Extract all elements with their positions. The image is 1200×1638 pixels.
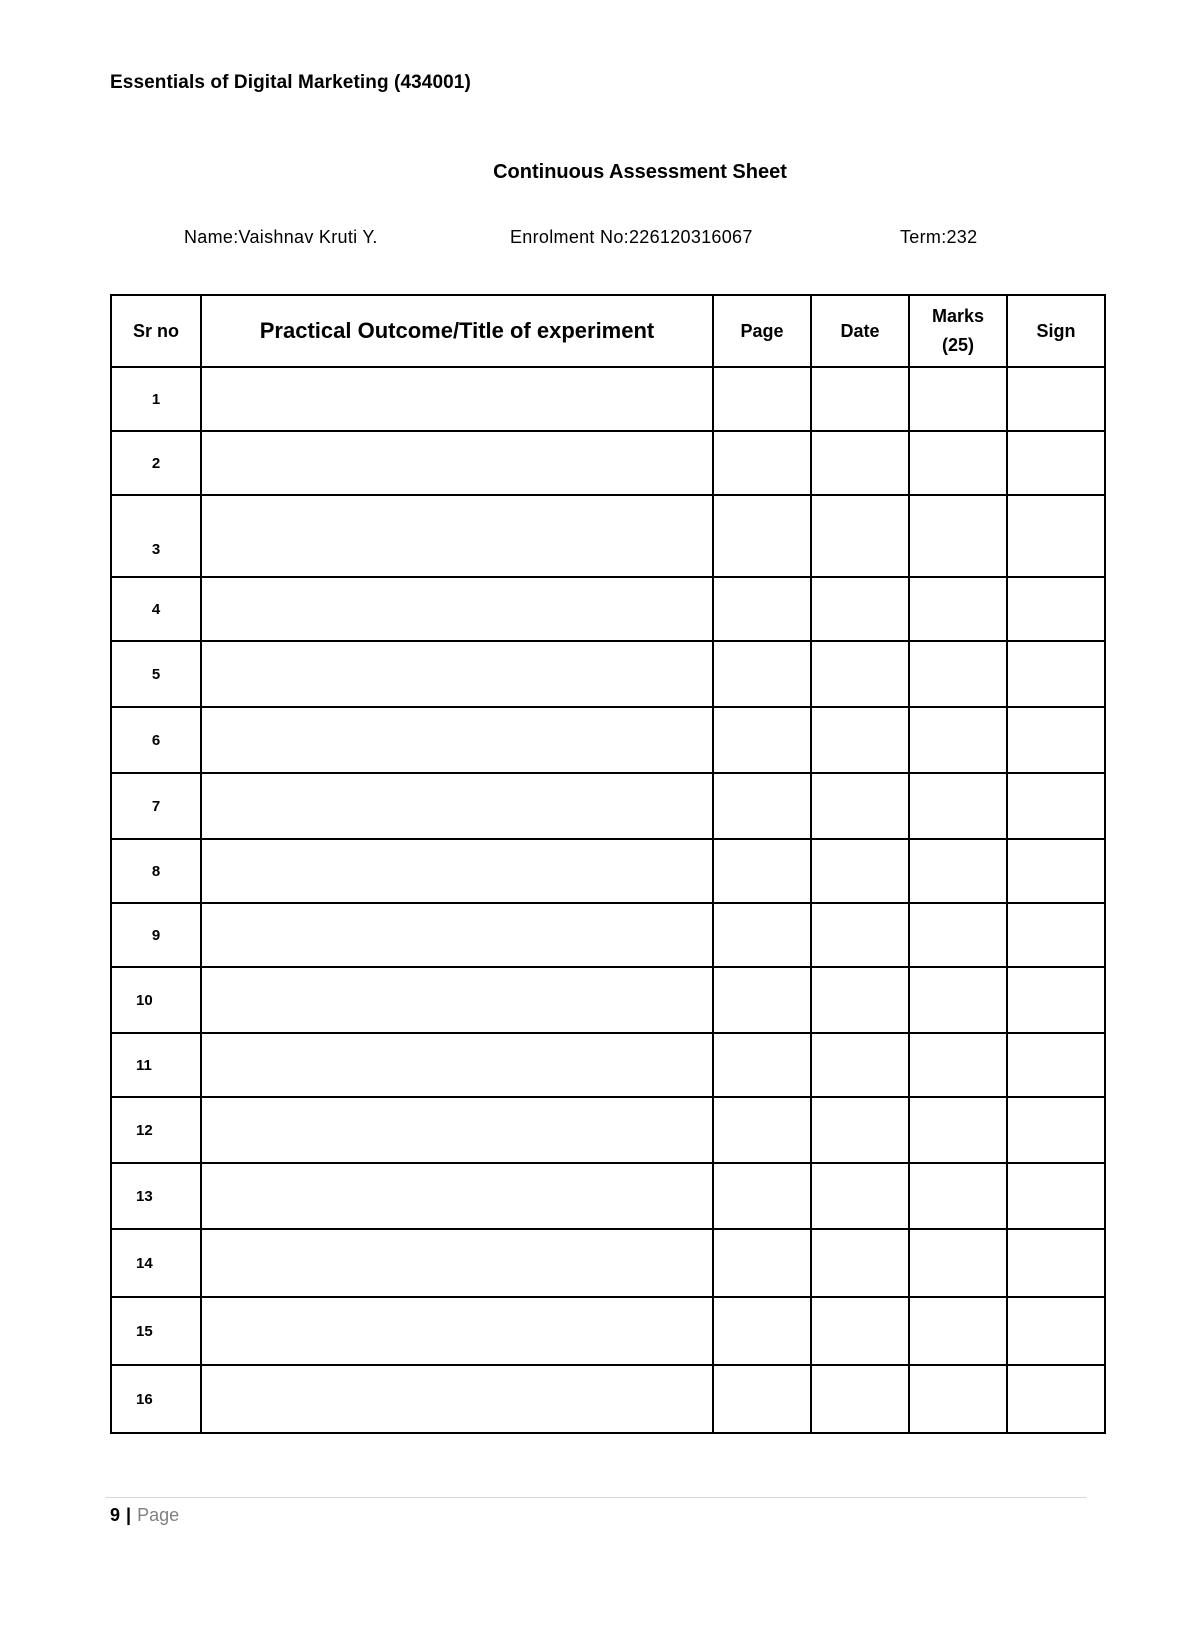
- header-marks-label: Marks: [931, 306, 985, 327]
- row-marks-cell[interactable]: [909, 641, 1007, 707]
- row-page-cell[interactable]: [713, 367, 811, 431]
- table-row: [111, 1097, 1105, 1163]
- row-title-cell[interactable]: [201, 839, 713, 903]
- row-title-cell[interactable]: [201, 1097, 713, 1163]
- term: Term:232: [900, 227, 978, 247]
- header-page: Page: [713, 295, 811, 367]
- row-sr-no: 4: [111, 577, 201, 641]
- row-date-cell[interactable]: [811, 707, 909, 773]
- row-marks-cell[interactable]: [909, 367, 1007, 431]
- row-date-cell[interactable]: [811, 839, 909, 903]
- row-date-cell[interactable]: [811, 903, 909, 967]
- row-sign-cell[interactable]: [1007, 641, 1105, 707]
- row-title-cell[interactable]: [201, 1365, 713, 1433]
- row-marks-cell[interactable]: [909, 903, 1007, 967]
- table-row: [111, 431, 1105, 495]
- row-page-cell[interactable]: [713, 903, 811, 967]
- row-title-cell[interactable]: [201, 707, 713, 773]
- row-marks-cell[interactable]: [909, 1097, 1007, 1163]
- header-sr-no: Sr no: [111, 295, 201, 367]
- row-page-cell[interactable]: [713, 839, 811, 903]
- row-date-cell[interactable]: [811, 367, 909, 431]
- row-page-cell[interactable]: [713, 773, 811, 839]
- row-page-cell[interactable]: [713, 641, 811, 707]
- header-sign: Sign: [1007, 295, 1105, 367]
- document-header-title: Essentials of Digital Marketing (434001): [110, 72, 471, 93]
- row-sr-no: 12: [111, 1097, 201, 1163]
- row-title-cell[interactable]: [201, 967, 713, 1033]
- row-marks-cell[interactable]: [909, 967, 1007, 1033]
- row-page-cell[interactable]: [713, 431, 811, 495]
- row-page-cell[interactable]: [713, 577, 811, 641]
- sheet-title: Continuous Assessment Sheet: [493, 161, 787, 183]
- row-marks-cell[interactable]: [909, 1365, 1007, 1433]
- row-date-cell[interactable]: [811, 495, 909, 577]
- row-marks-cell[interactable]: [909, 577, 1007, 641]
- row-date-cell[interactable]: [811, 773, 909, 839]
- table-row: [111, 967, 1105, 1033]
- enrolment-number: Enrolment No:226120316067: [510, 227, 753, 247]
- row-sign-cell[interactable]: [1007, 707, 1105, 773]
- footer-page-label: Page: [137, 1505, 180, 1525]
- row-marks-cell[interactable]: [909, 839, 1007, 903]
- table-body: [111, 367, 1105, 1433]
- row-page-cell[interactable]: [713, 1365, 811, 1433]
- row-date-cell[interactable]: [811, 1229, 909, 1297]
- row-sign-cell[interactable]: [1007, 1163, 1105, 1229]
- row-page-cell[interactable]: [713, 495, 811, 577]
- table-row: [111, 1229, 1105, 1297]
- row-sr-no: 3: [111, 495, 201, 577]
- table-header-row: [111, 295, 1105, 367]
- footer-divider: [106, 1497, 1086, 1498]
- row-sr-no: 9: [111, 903, 201, 967]
- row-date-cell[interactable]: [811, 577, 909, 641]
- row-sign-cell[interactable]: [1007, 367, 1105, 431]
- row-title-cell[interactable]: [201, 773, 713, 839]
- row-sign-cell[interactable]: [1007, 839, 1105, 903]
- row-title-cell[interactable]: [201, 495, 713, 577]
- table-row: [111, 495, 1105, 577]
- row-marks-cell[interactable]: [909, 1297, 1007, 1365]
- row-sr-no: 14: [111, 1229, 201, 1297]
- row-sr-no: 15: [111, 1297, 201, 1365]
- row-date-cell[interactable]: [811, 1097, 909, 1163]
- row-title-cell[interactable]: [201, 903, 713, 967]
- row-title-cell[interactable]: [201, 367, 713, 431]
- row-title-cell[interactable]: [201, 1033, 713, 1097]
- row-page-cell[interactable]: [713, 1163, 811, 1229]
- table-row: [111, 1365, 1105, 1433]
- row-sign-cell[interactable]: [1007, 903, 1105, 967]
- row-marks-cell[interactable]: [909, 1229, 1007, 1297]
- row-page-cell[interactable]: [713, 1297, 811, 1365]
- row-page-cell[interactable]: [713, 967, 811, 1033]
- row-sr-no: 7: [111, 773, 201, 839]
- row-sign-cell[interactable]: [1007, 1033, 1105, 1097]
- row-sign-cell[interactable]: [1007, 1365, 1105, 1433]
- header-title: Practical Outcome/Title of experiment: [201, 295, 713, 367]
- row-page-cell[interactable]: [713, 707, 811, 773]
- row-sr-no: 2: [111, 431, 201, 495]
- footer-separator: |: [126, 1505, 132, 1525]
- row-title-cell[interactable]: [201, 1163, 713, 1229]
- table-row: [111, 707, 1105, 773]
- row-sr-no: 6: [111, 707, 201, 773]
- row-sr-no: 10: [111, 967, 201, 1033]
- table-row: [111, 577, 1105, 641]
- row-sign-cell[interactable]: [1007, 495, 1105, 577]
- row-sign-cell[interactable]: [1007, 1229, 1105, 1297]
- row-sign-cell[interactable]: [1007, 1097, 1105, 1163]
- row-sign-cell[interactable]: [1007, 577, 1105, 641]
- table-row: [111, 1033, 1105, 1097]
- table-row: [111, 1163, 1105, 1229]
- row-page-cell[interactable]: [713, 1229, 811, 1297]
- table-row: [111, 839, 1105, 903]
- row-sr-no: 8: [111, 839, 201, 903]
- row-date-cell[interactable]: [811, 431, 909, 495]
- row-title-cell[interactable]: [201, 641, 713, 707]
- header-marks: [909, 295, 1007, 367]
- row-date-cell[interactable]: [811, 1163, 909, 1229]
- table-row: [111, 773, 1105, 839]
- student-name: Name:Vaishnav Kruti Y.: [184, 227, 378, 247]
- row-sr-no: 11: [111, 1033, 201, 1097]
- row-date-cell[interactable]: [811, 641, 909, 707]
- row-sign-cell[interactable]: [1007, 967, 1105, 1033]
- row-sr-no: 13: [111, 1163, 201, 1229]
- row-page-cell[interactable]: [713, 1097, 811, 1163]
- footer-page-number: 9: [110, 1505, 121, 1525]
- row-date-cell[interactable]: [811, 1033, 909, 1097]
- row-sign-cell[interactable]: [1007, 773, 1105, 839]
- page-footer: [110, 1505, 179, 1526]
- row-sign-cell[interactable]: [1007, 1297, 1105, 1365]
- table-row: [111, 1297, 1105, 1365]
- row-marks-cell[interactable]: [909, 773, 1007, 839]
- row-title-cell[interactable]: [201, 1297, 713, 1365]
- row-marks-cell[interactable]: [909, 1033, 1007, 1097]
- row-date-cell[interactable]: [811, 1365, 909, 1433]
- table-row: [111, 641, 1105, 707]
- row-title-cell[interactable]: [201, 431, 713, 495]
- header-date: Date: [811, 295, 909, 367]
- assessment-table: [110, 294, 1106, 1434]
- row-title-cell[interactable]: [201, 1229, 713, 1297]
- row-marks-cell[interactable]: [909, 495, 1007, 577]
- row-date-cell[interactable]: [811, 967, 909, 1033]
- row-date-cell[interactable]: [811, 1297, 909, 1365]
- table-row: [111, 367, 1105, 431]
- row-title-cell[interactable]: [201, 577, 713, 641]
- row-marks-cell[interactable]: [909, 1163, 1007, 1229]
- header-marks-max: (25): [941, 335, 974, 355]
- table-row: [111, 903, 1105, 967]
- row-marks-cell[interactable]: [909, 707, 1007, 773]
- row-sr-no: 1: [111, 367, 201, 431]
- row-sr-no: 16: [111, 1365, 201, 1433]
- row-marks-cell[interactable]: [909, 431, 1007, 495]
- row-sign-cell[interactable]: [1007, 431, 1105, 495]
- row-page-cell[interactable]: [713, 1033, 811, 1097]
- row-sr-no: 5: [111, 641, 201, 707]
